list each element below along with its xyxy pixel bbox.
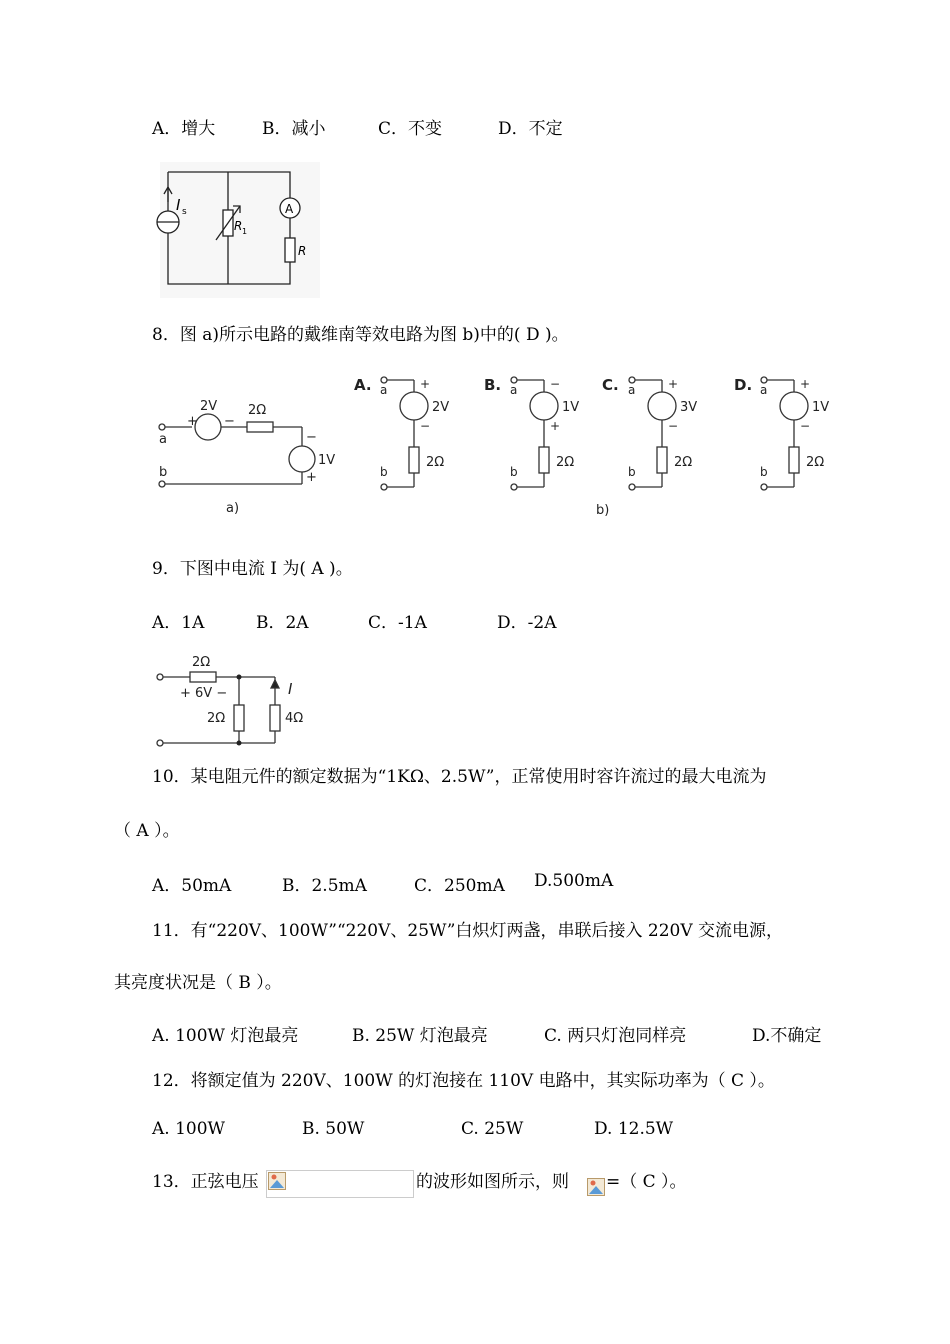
fig8b-bottom-polarity: + bbox=[550, 419, 561, 433]
fig8a-resistor-value: 2Ω bbox=[248, 403, 267, 418]
q8-circuit-figure bbox=[150, 372, 870, 522]
fig8a-node-b: b bbox=[159, 465, 168, 480]
q11-question-line2: 其亮度状况是（ B ）。 bbox=[114, 973, 282, 993]
fig8b-wire bbox=[530, 392, 558, 420]
fig8b-wire bbox=[381, 484, 387, 490]
q12-question: 12．将额定值为 220V、100W 的灯泡接在 110V 电路中，其实际功率为（ C ）。 bbox=[152, 1071, 775, 1091]
q10-option-d: D.500mA bbox=[534, 871, 614, 891]
fig7-r-label: R bbox=[298, 244, 307, 258]
fig8b-node-b: b bbox=[760, 465, 768, 479]
fig8b-option-letter: B. bbox=[484, 376, 502, 394]
fig7-ammeter-label: A bbox=[285, 202, 294, 216]
fig8b-option-letter: A. bbox=[354, 376, 372, 394]
fig8b-wire bbox=[511, 484, 517, 490]
q12-option-d: D. 12.5W bbox=[594, 1119, 674, 1139]
q9-question: 9．下图中电流 I 为( A )。 bbox=[152, 559, 353, 579]
fig8b-bottom-polarity: − bbox=[668, 419, 679, 433]
fig9-current-label: I bbox=[288, 680, 293, 698]
fig8b-wire bbox=[648, 392, 676, 420]
q10-option-a: A．50mA bbox=[152, 876, 232, 896]
q9-option-a: A．1A bbox=[152, 613, 205, 633]
fig7-r1-label: R bbox=[234, 219, 243, 233]
fig8b-option-3 bbox=[602, 376, 697, 490]
fig8a-plus: + bbox=[187, 414, 198, 429]
q10-option-b: B．2.5mA bbox=[282, 876, 367, 896]
fig8b-option-letter: C. bbox=[602, 376, 619, 394]
fig8b-wire bbox=[629, 484, 635, 490]
fig8b-source-voltage: 1V bbox=[812, 400, 830, 415]
q7-circuit-figure bbox=[160, 162, 320, 298]
fig8b-option-2 bbox=[484, 376, 579, 490]
broken-image-icon bbox=[587, 1178, 605, 1196]
fig8b-wire bbox=[539, 447, 549, 473]
fig8a-minus2: − bbox=[306, 430, 317, 445]
q13-broken-image-1 bbox=[266, 1170, 414, 1198]
q13-middle: 的波形如图所示，则 bbox=[416, 1172, 569, 1192]
fig8b-source-voltage: 3V bbox=[680, 400, 698, 415]
fig8b-node-b: b bbox=[510, 465, 518, 479]
q10-question-line2: （ A ）。 bbox=[114, 821, 180, 841]
q7-option-b: B．减小 bbox=[262, 119, 326, 139]
q10-option-c: C．250mA bbox=[414, 876, 505, 896]
fig8b-wire bbox=[780, 392, 808, 420]
q13-prefix: 13．正弦电压 bbox=[152, 1172, 259, 1192]
fig8b-bottom-polarity: − bbox=[800, 419, 811, 433]
fig8a-source2-voltage: 1V bbox=[318, 453, 336, 468]
fig8b-node-a: a bbox=[628, 383, 636, 397]
fig8b-wire bbox=[400, 392, 428, 420]
fig8a-source-voltage: 2V bbox=[200, 399, 218, 414]
fig8b-option-1 bbox=[354, 376, 449, 490]
q7-option-a: A．增大 bbox=[152, 119, 216, 139]
fig8b-top-polarity: + bbox=[668, 377, 679, 391]
q11-option-a: A. 100W 灯泡最亮 bbox=[152, 1026, 299, 1046]
fig8a-node-a: a bbox=[159, 432, 167, 447]
q8-question: 8．图 a)所示电路的戴维南等效电路为图 b)中的( D )。 bbox=[152, 325, 569, 345]
fig8b-source-voltage: 2V bbox=[432, 400, 450, 415]
fig8b-wire bbox=[657, 447, 667, 473]
fig8b-bottom-polarity: − bbox=[420, 419, 431, 433]
fig8b-node-a: a bbox=[380, 383, 388, 397]
q7-option-d: D．不定 bbox=[498, 119, 563, 139]
fig9-top-resistor: 2Ω bbox=[192, 655, 211, 670]
q7-option-c: C．不变 bbox=[378, 119, 443, 139]
q9-circuit-figure bbox=[152, 650, 332, 750]
fig8b-wire bbox=[409, 447, 419, 473]
q9-option-c: C．-1A bbox=[368, 613, 427, 633]
q13-suffix: =（ C ）。 bbox=[606, 1172, 687, 1192]
fig9-mid-resistor: 2Ω bbox=[207, 711, 226, 726]
fig8b-resistor-value: 2Ω bbox=[556, 455, 575, 470]
fig7-is-label: I bbox=[176, 196, 181, 214]
fig8b-source-voltage: 1V bbox=[562, 400, 580, 415]
fig8b-resistor-value: 2Ω bbox=[674, 455, 693, 470]
q10-question-line1: 10．某电阻元件的额定数据为“1KΩ、2.5W”，正常使用时容许流过的最大电流为 bbox=[152, 767, 767, 787]
fig8b-wire bbox=[789, 447, 799, 473]
fig8a-caption: a) bbox=[226, 501, 240, 516]
fig7-is-sub: s bbox=[182, 207, 187, 217]
q12-option-c: C. 25W bbox=[461, 1119, 524, 1139]
q11-option-d: D.不确定 bbox=[752, 1026, 822, 1046]
fig8b-node-a: a bbox=[510, 383, 518, 397]
q12-option-b: B. 50W bbox=[302, 1119, 365, 1139]
fig8b-top-polarity: + bbox=[420, 377, 431, 391]
fig8b-option-4 bbox=[734, 376, 829, 490]
fig8a-plus2: + bbox=[306, 470, 317, 485]
fig8b-option-letter: D. bbox=[734, 376, 753, 394]
fig8b-resistor-value: 2Ω bbox=[806, 455, 825, 470]
fig7-r1-sub: 1 bbox=[242, 227, 248, 236]
q9-option-b: B．2A bbox=[256, 613, 309, 633]
fig9-right-resistor: 4Ω bbox=[285, 711, 304, 726]
q9-option-d: D．-2A bbox=[497, 613, 557, 633]
fig8b-top-polarity: − bbox=[550, 377, 561, 391]
q11-question-line1: 11．有“220V、100W”“220V、25W”白炽灯两盏，串联后接入 220V 交流电源， bbox=[152, 921, 784, 941]
fig8b-wire bbox=[761, 484, 767, 490]
fig8b-caption: b) bbox=[596, 503, 610, 518]
fig8b-top-polarity: + bbox=[800, 377, 811, 391]
fig8b-resistor-value: 2Ω bbox=[426, 455, 445, 470]
fig9-source: + 6V − bbox=[180, 686, 228, 701]
fig8b-node-a: a bbox=[760, 383, 768, 397]
q12-option-a: A. 100W bbox=[152, 1119, 226, 1139]
fig8b-node-b: b bbox=[628, 465, 636, 479]
q11-option-b: B. 25W 灯泡最亮 bbox=[352, 1026, 488, 1046]
broken-image-icon bbox=[268, 1172, 286, 1190]
fig8a-minus: − bbox=[224, 414, 235, 429]
fig8b-node-b: b bbox=[380, 465, 388, 479]
q11-option-c: C. 两只灯泡同样亮 bbox=[544, 1026, 687, 1046]
